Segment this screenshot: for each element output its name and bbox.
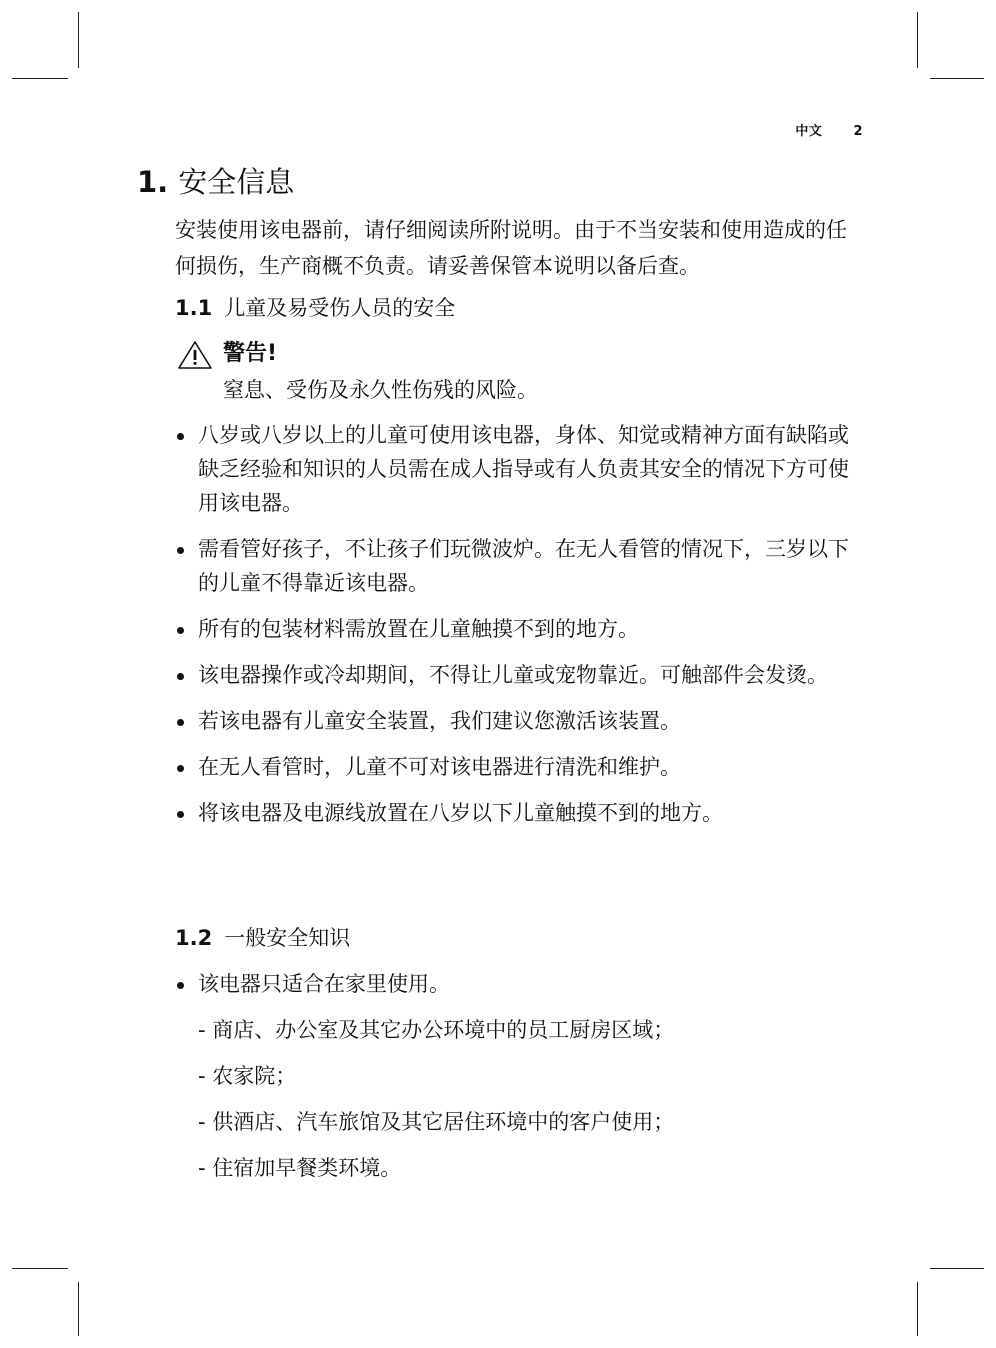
bullet-icon <box>177 673 184 680</box>
page-number: 2 <box>853 124 863 139</box>
subsection-title-text: 一般安全知识 <box>224 926 351 950</box>
crop-mark <box>12 78 68 79</box>
list-item: 该电器只适合在家里使用。 <box>177 967 857 1001</box>
bullet-icon <box>177 627 184 634</box>
crop-mark <box>12 1268 68 1269</box>
subsection-number: 1.2 <box>175 926 213 950</box>
section-number: 1. <box>137 165 169 199</box>
general-safety-list <box>177 967 857 1001</box>
crop-mark <box>917 1282 918 1336</box>
crop-mark <box>917 12 918 68</box>
subsection-1-2-title <box>175 923 350 953</box>
sub-list-item: - 供酒店、汽车旅馆及其它居住环境中的客户使用； <box>198 1110 675 1134</box>
sub-list-item: - 商店、办公室及其它办公环境中的员工厨房区域； <box>198 1018 675 1042</box>
bullet-icon <box>177 982 184 989</box>
bullet-icon <box>177 765 184 772</box>
sub-list-item: - 农家院； <box>198 1064 297 1088</box>
subsection-title-text: 儿童及易受伤人员的安全 <box>224 296 456 320</box>
warning-triangle-icon <box>177 340 213 370</box>
list-item: 若该电器有儿童安全装置，我们建议您激活该装置。 <box>177 704 857 738</box>
bullet-icon <box>177 547 184 554</box>
list-item: 需看管好孩子，不让孩子们玩微波炉。在无人看管的情况下，三岁以下的儿童不得靠近该电器。 <box>177 532 857 600</box>
list-item: 该电器操作或冷却期间，不得让儿童或宠物靠近。可触部件会发烫。 <box>177 658 857 692</box>
section-title <box>137 162 294 202</box>
list-item: 所有的包装材料需放置在儿童触摸不到的地方。 <box>177 612 857 646</box>
list-item: 在无人看管时，儿童不可对该电器进行清洗和维护。 <box>177 750 857 784</box>
crop-mark <box>78 1282 79 1336</box>
list-item: 八岁或八岁以上的儿童可使用该电器，身体、知觉或精神方面有缺陷或缺乏经验和知识的人员需在成人指导或有人负责其安全的情况下方可使用该电器。 <box>177 418 857 520</box>
sub-list-item: - 住宿加早餐类环境。 <box>198 1156 402 1180</box>
section-title-text: 安全信息 <box>178 165 295 199</box>
bullet-icon <box>177 719 184 726</box>
child-safety-list <box>177 418 857 830</box>
page-header <box>795 120 863 139</box>
crop-mark <box>930 1268 984 1269</box>
bullet-icon <box>177 811 184 818</box>
header-language: 中文 <box>795 124 823 139</box>
subsection-1-1-title <box>175 293 455 323</box>
subsection-number: 1.1 <box>175 296 213 320</box>
warning-text: 窒息、受伤及永久性伤残的风险。 <box>223 378 538 402</box>
bullet-icon <box>177 433 184 440</box>
warning-title: 警告! <box>223 341 278 366</box>
section-intro: 安装使用该电器前，请仔细阅读所附说明。由于不当安装和使用造成的任何损伤，生产商概不负责。请妥善保管本说明以备后查。 <box>175 218 847 278</box>
crop-mark <box>930 78 984 79</box>
list-item: 将该电器及电源线放置在八岁以下儿童触摸不到的地方。 <box>177 796 857 830</box>
crop-mark <box>78 12 79 68</box>
